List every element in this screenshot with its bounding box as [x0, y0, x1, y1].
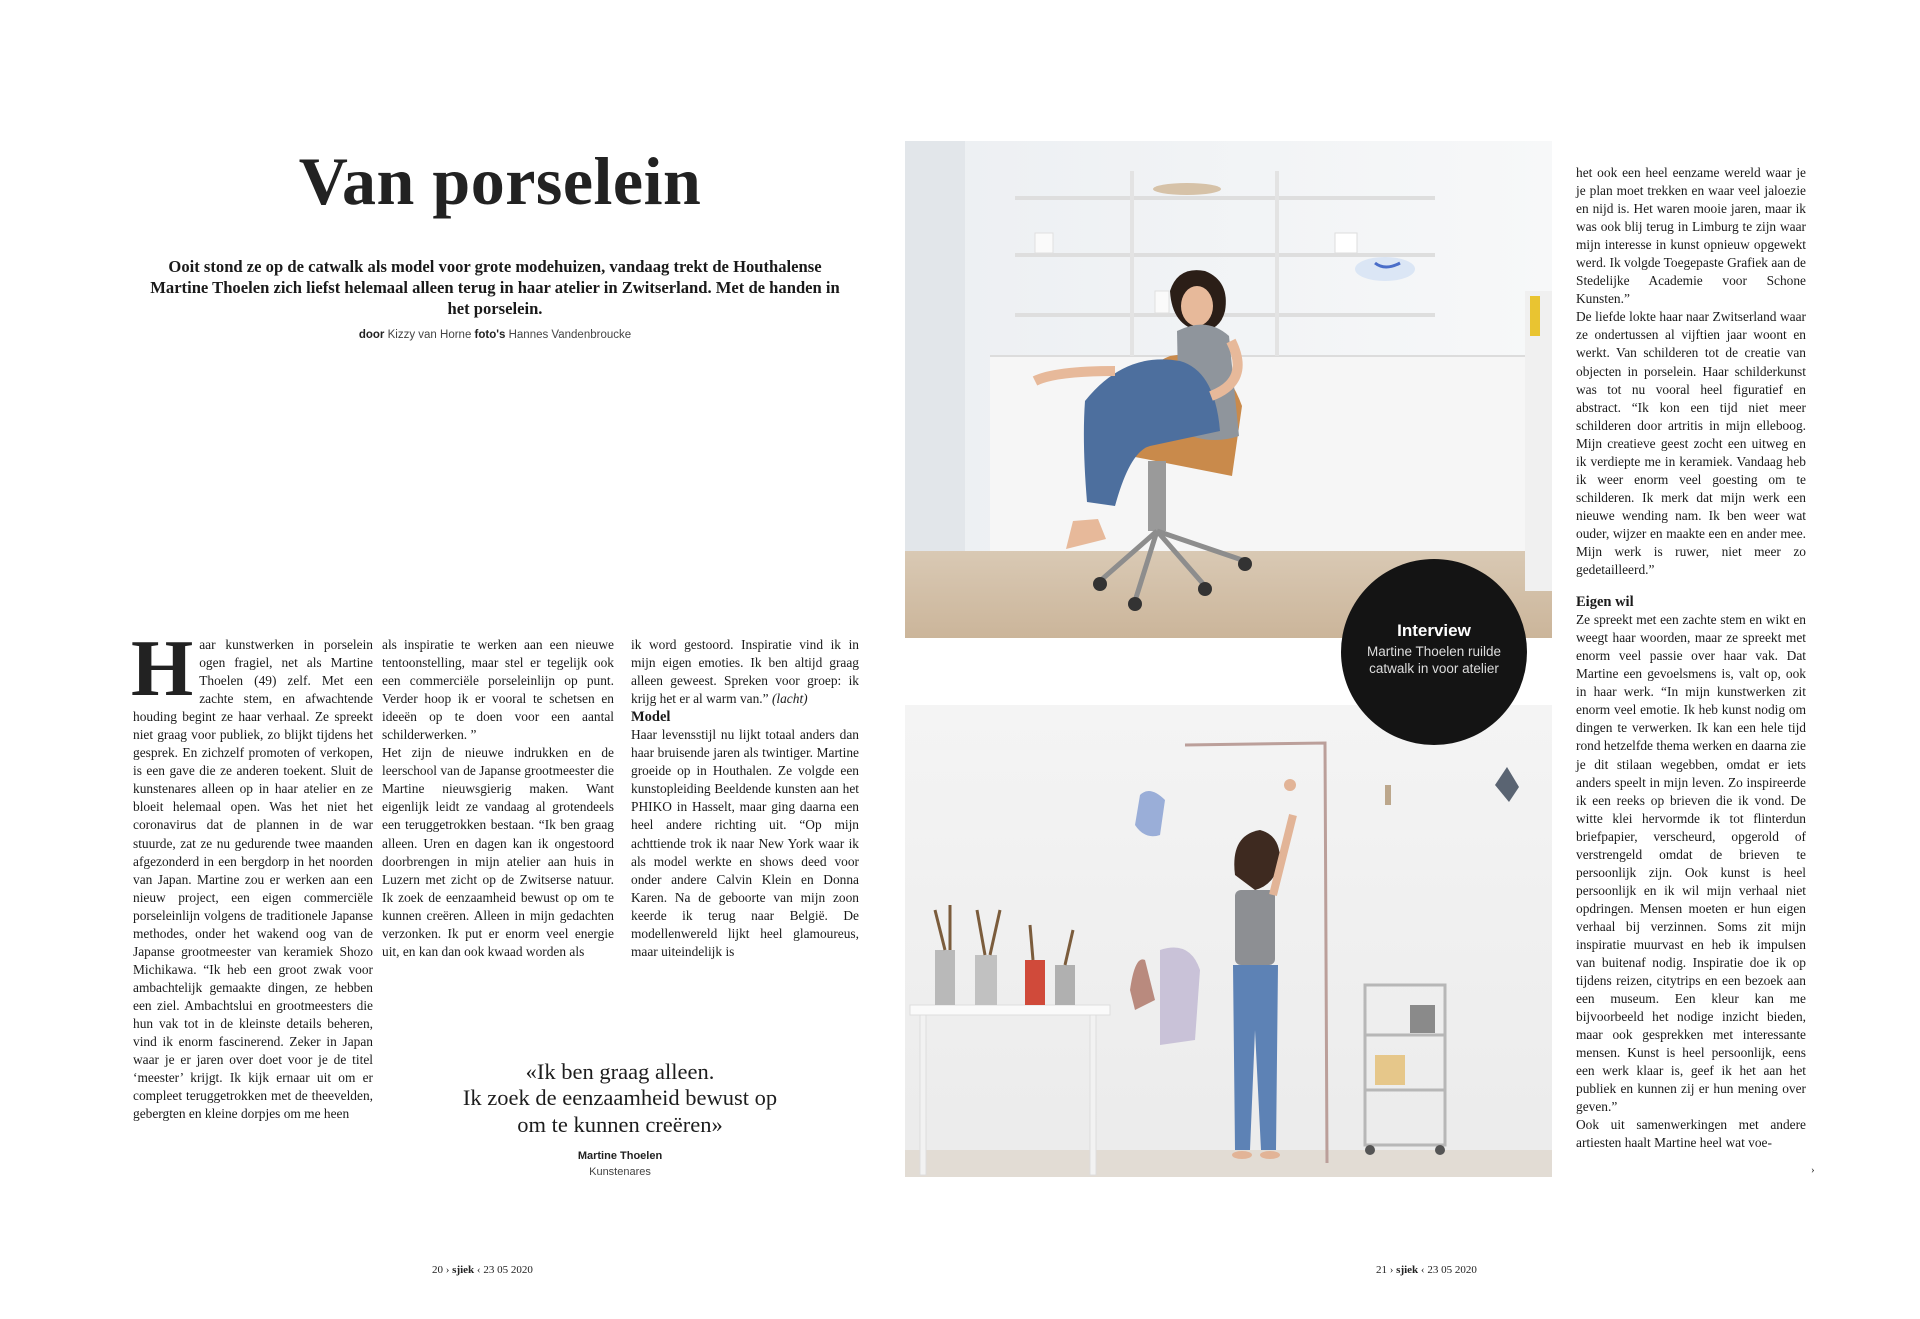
body-column-3 — [631, 636, 859, 961]
body-text: ik word gestoord. Inspiratie vind ik in mijn eigen emoties. Ik ben altijd graag alleen geweest. Spreken voor groep: ik krijg het er al warm van.” — [631, 637, 859, 707]
issue-date: 23 05 2020 — [1427, 1264, 1477, 1276]
folio-separator: › — [445, 1264, 450, 1276]
body-paragraph: het ook een heel eenzame wereld waar je je plan moet trekken en waar veel jaloezie en nijd is. Het waren mooie jaren, maar ik was ook blij terug in Limburg te zijn waar mijn interesse in kunst opnieuw opgewekt werd. Ik volgde Toegepaste Grafiek aan de Stedelijke Academie voor Schone Kunsten.” — [1576, 165, 1806, 307]
pull-quote — [400, 1059, 840, 1138]
body-paragraph: als inspiratie te werken aan een nieuwe tentoonstelling, maar stel er tegelijk ook een commerciële porseleinlijn op punt. Verder hoop ik er vooral te schetsen en ideeën op te doen voor een aantal schilderwerken. ” — [382, 637, 614, 743]
body-paragraph: aar kunstwerken in porselein ogen fragiel, net als Martine Thoelen (49) zelf. Met een zachte stem, en afwachtende houding begint ze haar verhaal. Ze spreekt niet graag voor publiek, zo blijkt tijdens het gesprek. En zichzelf promoten of verkopen, is een gave die ze anderen toekent. Sluit de kunstenares alleen op in haar atelier en ze bloeit helemaal open. Was het niet het coronavirus dat de plannen in de war stuurde, zat ze nu gedurende twee maanden afgezonderd in een bergdorp in het noorden van Japan. Martine zou er werken aan een nieuw project, een eigen commerciële porseleinlijn volgens de traditionele Japanse methodes, onder het wakend oog van de Japanse grootmeester van keramiek Shozo Michikawa. “Ik heb een groot zwak voor ambachtelijk gemaakte dingen, ze hebben een ziel. Ambachtslui en grootmeesters die hun vak tot in de kleinste details beheren, vind ik enorm fascinerend. Zeker in Japan waar je er jaren over doet voor je de titel ‘meester’ krijgt. Ik kijk ernaar uit om er compleet teruggetrokken met de theevelden, gebergten en kleine dorpjes om me heen — [133, 637, 373, 1122]
drop-cap: H — [131, 625, 194, 713]
folio-right — [1376, 1264, 1477, 1276]
pull-quote-line: Ik zoek de eenzaamheid bewust op — [462, 1085, 778, 1111]
byline-photographer: Hannes Vandenbroucke — [508, 329, 632, 341]
body-paragraph: Het zijn de nieuwe indrukken en de leerschool van de Japanse grootmeester die Martine nieuwsgierig maken. Want eigenlijk leidt ze vandaag al grotendeels een teruggetrokken bestaan. “Ik ben graag alleen. Uren en dagen kan ik ongestoord doorbrengen in mijn atelier aan huis in Luzern met zicht op de Zwitserse natuur. Ik zoek de eenzaamheid bewust op om te kunnen creëren. Alleen in mijn gedachten verzonken. Ik put er enorm veel energie uit, en kan dan ook kwaad worden als — [382, 745, 614, 959]
body-paragraph — [631, 636, 859, 708]
body-paragraph: Ze spreekt met een zachte stem en wikt en weegt haar woorden, maar ze spreekt met enorm veel passie over haar vak. Dat Martine een gevoelsmens is, valt op, ook in haar werk. “In mijn kunstwerken zit enorm veel emotie. Ik heb kunst nodig om dingen te verwerken. Ik kan een hele tijd rond hetzelfde thema werken en daarna zie je dit stilaan wegebben, omdat er iets anders speelt in mijn leven. Zo inspireerde ik een reeks op brieven die ik vond. De witte klei hervormde ik tot flinterdun briefpapier, verscheurd, opgerold of verstrengeld omdat de brieven te persoonlijk zijn. Ook kunst is heel persoonlijk en ik wil mijn verhaal niet opdringen. Mensen moeten er hun eigen verhaal bij verzinnen. Soms zit mijn inspiratie muurvast en heb ik impulsen van buitenaf nodig. Inspiratie doe ik op tijdens reizen, citytrips en een bezoek aan een museum. Een kleur kan me bijvoorbeeld het nodige inzicht bieden, maar ook gesprekken met interessante mensen. Kunst is heel persoonlijk, eens een werk klaar is, geef ik het aan het publiek en kunnen zij er hun mening over geven.” — [1576, 612, 1806, 1115]
byline-door-label: door — [358, 329, 385, 341]
byline-author: Kizzy van Horne — [387, 329, 472, 341]
article-title: Van porselein — [298, 143, 702, 219]
body-column-4 — [1576, 164, 1806, 1153]
pull-quote-role: Kunstenares — [589, 1166, 651, 1178]
pull-quote-line: om te kunnen creëren» — [517, 1111, 723, 1137]
interview-badge — [1341, 559, 1527, 745]
body-text: Ook uit samenwerkingen met andere artiesten haalt Martine heel wat voe- — [1576, 1117, 1806, 1151]
folio-separator: › — [1389, 1264, 1394, 1276]
laugh-note: (lacht) — [771, 691, 808, 707]
page-number: 20 — [432, 1264, 443, 1276]
issue-date: 23 05 2020 — [483, 1264, 533, 1276]
body-paragraph: Haar levensstijl nu lijkt totaal anders dan haar bruisende jaren als twintiger. Martine groeide op in Houthalen. Ze volgde een kunstopleiding Beeldende kunsten aan het PHIKO in Hasselt, maar ging daarna een heel andere richting uit. “Op mijn achttiende trok ik naar New York waar ik als model werkte en shows deed voor onder andere Calvin Klein en Donna Karen. Na de geboorte van mijn zoon keerde ik terug naar België. De modellenwereld lijkt heel glamoureus, maar uiteindelijk is — [631, 727, 859, 959]
photo-painting-wall — [905, 705, 1552, 1177]
page-number: 21 — [1376, 1264, 1387, 1276]
body-column-1 — [131, 625, 373, 1123]
subheading-model: Model — [631, 709, 671, 726]
folio-separator: ‹ — [476, 1264, 481, 1276]
folio-separator: ‹ — [1420, 1264, 1425, 1276]
pull-quote-line: «Ik ben graag alleen. — [525, 1059, 715, 1084]
magazine-name: sjiek — [452, 1264, 475, 1276]
magazine-name: sjiek — [1396, 1264, 1419, 1276]
folio-left — [432, 1264, 533, 1276]
pull-quote-author: Martine Thoelen — [577, 1150, 663, 1162]
byline-photos-label: foto's — [474, 329, 506, 341]
badge-label: Interview — [1397, 621, 1471, 640]
article-intro: Ooit stond ze op de catwalk als model voor grote modehuizen, vandaag trekt de Houthalense Martine Thoelen zich liefst helemaal alleen terug in haar atelier in Zwitserland. Met de handen in het porselein. — [150, 257, 840, 318]
body-paragraph — [1576, 1116, 1806, 1152]
byline — [150, 329, 840, 341]
body-column-2 — [382, 636, 614, 961]
subheading-eigen-wil: Eigen wil — [1576, 594, 1634, 611]
continue-arrow[interactable]: › — [1811, 1164, 1815, 1176]
body-paragraph: De liefde lokte haar naar Zwitserland waar ze ondertussen al vijftien jaar woont en werkt. Van schilderen tot de creatie van objecten in porselein. Haar schilderkunst was tot nu vooral heel figuratief en abstract. “Ik kon een tijd niet meer schilderen door artritis in mijn elleboog. Mijn creatieve geest zocht een uitweg en ik verdiepte me in keramiek. Vandaag heb ik weer enorm veel goesting om te schilderen. Ik merk dat mijn werk een nieuwe wending nam. Ik ben weer wat ouder, wijzer en maakte een en ander mee. Mijn werk is ruwer, niet meer zo gedetailleerd.” — [1576, 309, 1806, 578]
badge-text: Martine Thoelen ruilde catwalk in voor atelier — [1366, 644, 1502, 676]
